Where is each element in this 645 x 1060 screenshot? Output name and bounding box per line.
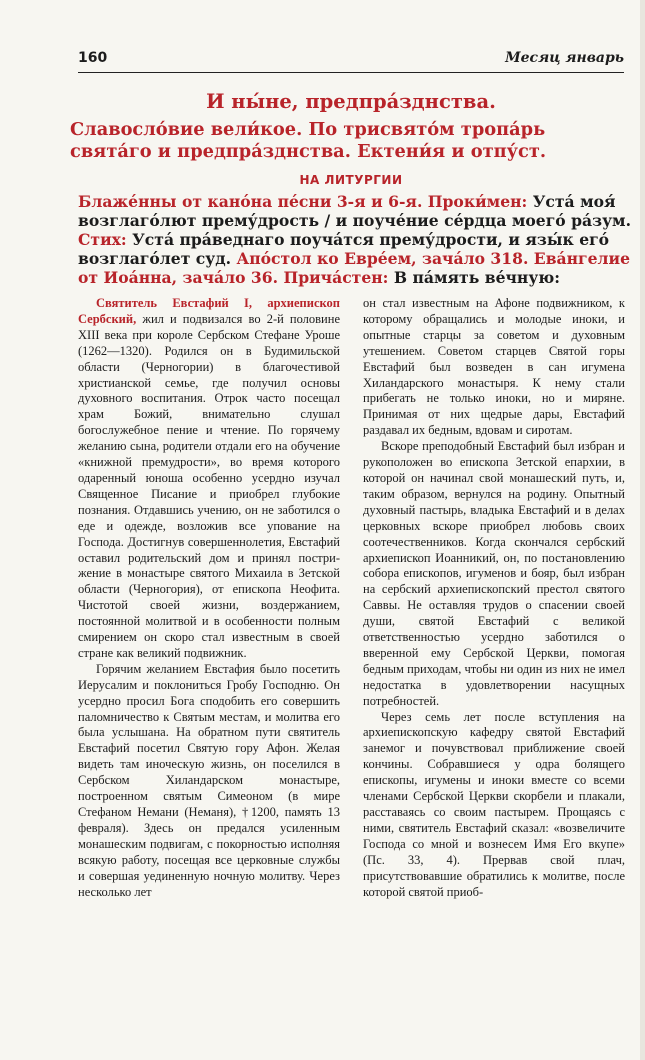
heading-line-1: И ны́не, предпра́зднства. bbox=[206, 90, 496, 113]
page-number: 160 bbox=[78, 50, 108, 66]
liturgy-l1-black: Уста́ моя́ bbox=[527, 192, 616, 211]
heading-line-2b: свята́го и предпра́зднства. Ектени́я и отпу́ст. bbox=[70, 141, 547, 162]
page-edge bbox=[640, 0, 645, 1060]
left-paragraph-1 bbox=[78, 296, 340, 662]
liturgy-line-2: возглаго́лют прему́дрость / и поуче́ние се́рдца моего́ ра́зум. bbox=[78, 211, 632, 230]
liturgy-l3-red: Стих: bbox=[78, 230, 127, 249]
right-paragraph-2: Вскоре преподобный Евстафий был избран и рукоположен во епископа Зетской епархии, в которой он начинал свой монашеский путь, и, таким образом, вернулся на родину. Опытный духовный пастырь, владыка Евстафий и в делах церковных вскоре приобрел любовь своих соотечественников. Когда скончался сербский архиепископ Иоанникий, он, по постановлению собора епископов, игуменов и бояр, был избран на сербский архиепископский престол святого Саввы. Не оставляя трудов о спасении своей души, святой Евстафий с великой ответственностью усердно заботился о вверенной ему Сербской Церкви, помогая бедным приходам, чтобы ни один из них не имел недостатка в удовлетворении насущных потребностей. bbox=[363, 439, 625, 708]
liturgy-l5-black: В па́мять ве́чную: bbox=[388, 268, 561, 287]
liturgy-l5-red: от Иоа́нна, зача́ло 36. Прича́стен: bbox=[78, 268, 389, 287]
liturgy-line-4 bbox=[78, 249, 631, 268]
liturgy-line-3 bbox=[78, 230, 626, 249]
heading-block bbox=[70, 119, 630, 163]
right-column bbox=[363, 296, 625, 900]
liturgy-l4-red: Апо́стол ко Евре́ем, зача́ло 318. Ева́нгелие bbox=[236, 249, 631, 268]
liturgy-l1-red: Блаже́нны от кано́на пе́сни 3-я и 6-я. Проки́мен: bbox=[78, 192, 528, 211]
right-paragraph-3: Через семь лет после вступления на архиепископскую кафедру святой Евстафий занемог и почувствовал приближение своей кончины. Собравшиеся у одра болящего епископы, игумены и иноки вместе со всеми членами Сербской Церкви скорбели и плакали, расставаясь со своим пастырем. Прощаясь с ними, святитель Евстафий сказал: «возвеличите Господа со мной и вознесем Имя Его вкупе» (Пс. 33, 4). Прервав свой плач, присутствовавшие обратились к молитве, после которой святой приоб- bbox=[363, 709, 625, 899]
running-title: Месяц январь bbox=[505, 50, 624, 66]
liturgy-l4-black: возглаго́лет суд. bbox=[78, 249, 237, 268]
right-paragraph-1: он стал известным на Афоне подвижником, к которому обращались и молодые иноки, и опытные старцы за советом и духовным утешением. Советом старцев Святой горы Евстафий был возведен в сан игумена Хиландарского монастыря. К нему стали прибегать не только иноки, но и миряне. Принимая от них щедрые дары, Евстафий раздавал их бедным, вдовам и сиротам. bbox=[363, 296, 625, 438]
liturgy-line-1 bbox=[78, 192, 626, 211]
saint-name: Святитель Евстафий I, архиепископ Сербский, bbox=[78, 296, 340, 326]
liturgy-rubric bbox=[78, 192, 632, 287]
liturgy-l3-black: Уста́ пра́веднаго поуча́тся прему́дрости, и язы́к его́ bbox=[126, 230, 610, 249]
left-column bbox=[78, 296, 340, 900]
left-p1-rest: жил и подвизался во 2-й половине XIII века при короле Сербском Стефане Уроше (1262—1320). Родился он в Будимильской области (Черногории) в благочестивой христианской семье, где получил основы духовного воспитания. Отрок часто посещал храм Божий, внимательно слушал богослужебное пение и чтение. По горячему желанию сына, родители отдали его на обучение «книжной премудрости», во время которого одаренный юноша особенно усердно изучал Священное Писание и приобрел глубокие познания. Отдавшись учению, он не заботился о еде и одежде, возложив все упование на Господа. Достигнув совершеннолетия, Евстафий оставил родительский дом и принял пострижение в монастыре святого Михаила в Зетской области (Черногория), от епископа Неофита. Чистотой своей жизни, воздержанием, постоянной молитвой и в особенности полным смирением он скоро стал известным в своей стране как великий подвижник. bbox=[78, 311, 340, 660]
section-title: НА ЛИТУРГИИ bbox=[299, 173, 403, 187]
left-paragraph-2: Горячим желанием Евстафия было посетить Иерусалим и поклониться Гробу Господню. Он усердно просил Бога сподобить его совершить паломничество к Святым местам, и молитва его была услышана. На обратном пути святитель Евстафий посетил Святую гору Афон. Желая видеть там иноческую жизнь, он поселился в Сербском Хиландарском монастыре, построенном святым Симеоном (в мире Стефаном Немани (Неманя), †1200, память 13 февраля). Здесь он предался усиленным монашеским подвигам, с покорностью исполняя всякую работу, посещая все церковные службы и совершая уединенную ночную молитву. Через несколько лет bbox=[78, 661, 340, 899]
page-header bbox=[78, 50, 624, 74]
header-rule bbox=[78, 72, 624, 73]
liturgy-line-5 bbox=[78, 268, 626, 287]
heading-line-2a: Славосло́вие вели́кое. По трисвято́м тропа́рь bbox=[70, 119, 546, 140]
